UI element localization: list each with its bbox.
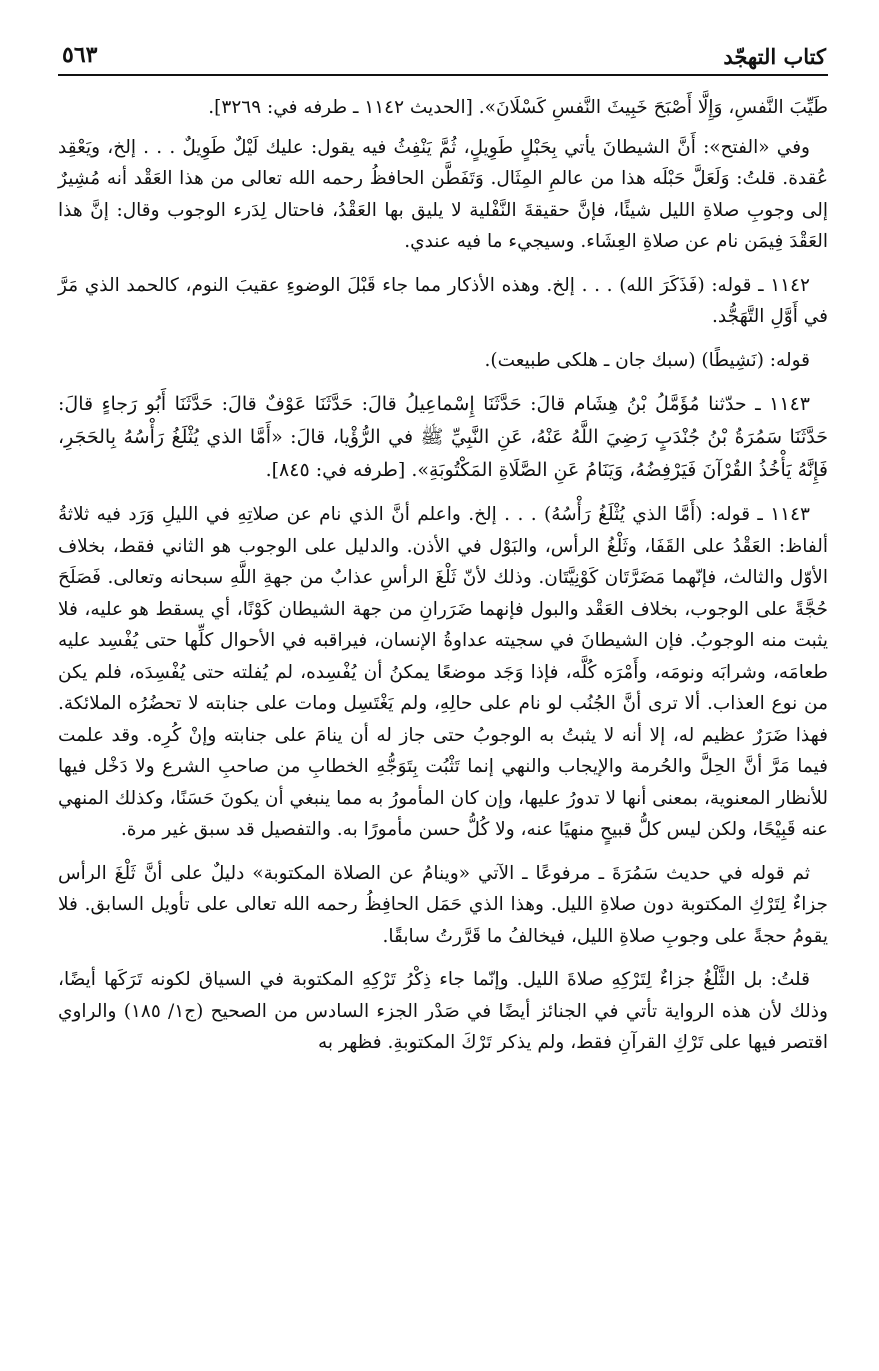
chapter-title: كتاب التهجّد <box>723 44 826 69</box>
paragraph-1142-commentary: ١١٤٢ ـ قوله: (فَذَكَرَ الله) . . . إلخ. وهذه الأذكار مما جاء قَبْلَ الوضوءِ عقيبَ النوم، كالحمد الذي مَرَّ في أَوَّلِ التَّهَجُّد. <box>58 274 828 327</box>
book-page <box>58 40 828 1340</box>
body-text <box>58 92 828 1059</box>
paragraph-hadith-end: طَيِّبَ النَّفسِ، وَإِلَّا أَصْبَحَ خَبِيثَ النَّفسِ كَسْلَانَ». [الحديث ١١٤٢ ـ طرفه في: ٣٢٦٩]. <box>208 97 828 118</box>
paragraph-fath-commentary: وفي «الفتح»: أَنَّ الشيطانَ يأتي بِحَبْلٍ طَوِيلٍ، ثُمَّ يَنْفِثُ فيه يقول: عليك لَيْلٌ طَوِيلٌ . . . إلخ، ويَعْقِد عُقدة. قلتُ: وَلَعَلَّ حَبْلَه هذا من عالمِ المِثَال. وَتَفَطَّن الحافظُ رحمه الله تعالى من هذا العَقْد أنه مُشِيرٌ إلى وجوبِ صلاةِ الليل شيئًا، فإنَّ حقيقةَ النَّفْلية لا يليق بها العَقْدُ، فاحتال لِدَرء الوجوب وقال: إنَّ هذا العَقْدَ فِيمَن نام عن صلاةِ العِشَاء. وسيجيء ما فيه عندي. <box>58 136 828 252</box>
paragraph-samura-note: ثم قوله في حديث سَمُرَةَ ـ مرفوعًا ـ الآتي «وينامُ عن الصلاة المكتوبة» دليلٌ على أنَّ ثَلْغَ الرأس جزاءٌ لِتَرْكِ المكتوبة دون صلاةِ الليل. وهذا الذي حَمَل الحافِظُ رحمه الله تعالى على تأويل السابق. فلا يقومُ حجةً على وجوبِ صلاةِ الليل، فيخالفُ ما قَرَّرتُ سابقًا. <box>58 862 828 947</box>
paragraph-nashitan: قوله: (نَشِيطًا) (سبك جان ـ هلكى طبيعت). <box>484 349 810 371</box>
paragraph-qultu: قلتُ: بل الثَّلْغُ جزاءٌ لِتَرْكِهِ صلاةَ الليل. وإنّما جاء ذِكْرُ تَرْكِهِ المكتوبة في السياق لكونه تَرَكَها أيضًا، وذلك لأن هذه الرواية تأتي في الجنائز أيضًا في صَدْر الجزء السادس من الصحيح (ج١/ ١٨٥) والراوي اقتصر فيها على تَرْكِ القرآنِ فقط، ولم يذكر تَرْكَ المكتوبةِ. فظهر به <box>58 969 828 1053</box>
running-header <box>58 40 828 76</box>
paragraph-1143-commentary: ١١٤٣ ـ قوله: (أَمَّا الذي يُثْلَغُ رَأْسُهُ) . . . إلخ. واعلم أنَّ الذي نام عن صلاتِهِ في الليلِ وَرَد فيه ثلاثةُ ألفاظ: العَقْدُ على القَفَا، وثَلْغُ الرأس، والبَوْل في الأذن. والدليل على الوجوب هو الثاني فقط، بخلاف الأوّل والثالث، فإنّهما مَضَرَّتَان كَوْنِيَّتَان. وذلك لأنّ ثَلْغَ الرأسِ عذابٌ من جهةِ اللَّهِ سبحانه وتعالى. فَصَلَحَ حُجَّةً على الوجوب، بخلاف العَقْد والبول فإنهما ضَرَرانِ من جهة الشيطان كَوْنًا، أي يسقط هو عليه، فلا يثبت منه الوجوبُ. فإن الشيطانَ في سجيته عداوةُ الإنسان، فيراقبه في الأحوال كلِّها حتى يُفْسِد عليه طعامَه، وشرابَه ونومَه، وأَمْرَه كُلَّه، فإذا وَجَد موضعًا يمكنُ أن يُفْسِده، لم يُفلته حتى يُفْسِدَه، فلم يكن من نوع العذاب. ألا ترى أنَّ الجُنُب لو نام على حالِهِ، ولم يَغْتَسِل ومات على جنابته لا تحضُرُه الملائكة. فهذا ضَرَرٌ عظيم له، إلا أنه لا يثبتُ به الوجوبُ حتى جاز له أن ينامَ على جنابته وإنْ كُرِه. وقد علمت فيما مَرَّ أنَّ الحِلَّ والحُرمة والإيجاب والنهي إنما تَثْبُت بِتَوَجُّهِ الخطابِ من صاحبِ الشرع ولا دَخْل فيها للأنظار المعنوية، بمعنى أنها لا تدورُ عليها، وإن كان المأمورُ به مما ينبغي أن يكونَ حَسَنًا، وكذلك المنهي عنه قَبِيْحًا، ولكن ليس كلُّ قبيحٍ منهيًا عنه، ولا كُلُّ حسن مأمورًا به. والتفصيل قد سبق غير مرة. <box>58 504 828 840</box>
page-number: ٥٦٣ <box>62 42 98 68</box>
paragraph-hadith-1143: ١١٤٣ ـ حدّثنا مُؤَمَّلُ بْنُ هِشَام قالَ: حَدَّثَنَا إِسْماعِيلُ قالَ: حَدَّثَنَا عَوْفٌ قالَ: حَدَّثَنَا أَبُو رَجاءٍ قالَ: حَدَّثَنَا سَمُرَةُ بْنُ جُنْدَبٍ رَضِيَ اللَّهُ عَنْهُ، عَنِ النَّبِيِّ ﷺ في الرُّؤْيا، قالَ: «أَمَّا الذي يُثْلَغُ رَأْسُهُ بِالحَجَرِ، فَإِنَّهُ يَأْخُذُ القُرْآنَ فَيَرْفِضُهُ، وَيَنَامُ عَنِ الصَّلَاةِ المَكْتُوبَةِ». [طرفه في: ٨٤٥]. <box>58 393 828 481</box>
